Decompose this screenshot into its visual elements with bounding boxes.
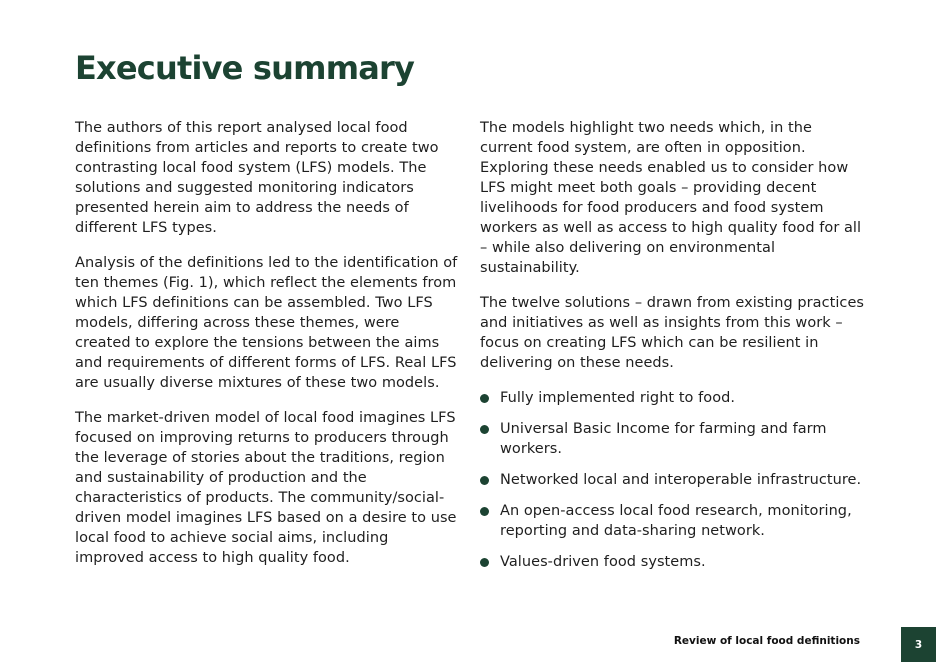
body-paragraph: The models highlight two needs which, in the current food system, are often in opposition. Exploring these needs enabled us to consider how LFS might meet both goals – providing decent livelihoods for food producers and food system workers as well as access to high quality food for all – while also delivering on environmental sustainability. <box>480 120 862 276</box>
list-item <box>480 501 865 541</box>
list-item <box>480 470 865 490</box>
body-paragraph: Analysis of the definitions led to the identification of ten themes (Fig. 1), which reflect the elements from which LFS definitions can be assembled. Two LFS models, differing across these themes, were created to explore the tensions between the aims and requirements of different forms of LFS. Real LFS are usually diverse mixtures of these two models. <box>75 255 458 391</box>
bullet-dot-icon <box>480 476 489 485</box>
page-number: 3 <box>901 627 936 662</box>
body-paragraph: The authors of this report analysed local food definitions from articles and reports to create two contrasting local food system (LFS) models. The solutions and suggested monitoring indicators presented herein aim to address the needs of different LFS types. <box>75 120 439 236</box>
body-paragraph: The market-driven model of local food imagines LFS focused on improving returns to producers through the leverage of stories about the traditions, region and sustainability of production and the characteristics of products. The community/social-driven model imagines LFS based on a desire to use local food to achieve social aims, including improved access to high quality food. <box>75 410 457 566</box>
list-item-text: Networked local and interoperable infrastructure. <box>500 472 862 488</box>
body-paragraph: The twelve solutions – drawn from existing practices and initiatives as well as insights from this work – focus on creating LFS which can be resilient in delivering on these needs. <box>480 295 865 371</box>
page-title: Executive summary <box>75 49 415 87</box>
bullet-dot-icon <box>480 507 489 516</box>
list-item-text: An open-access local food research, monitoring, reporting and data-sharing network. <box>500 503 852 539</box>
footer-document-title: Review of local food definitions <box>673 635 860 647</box>
list-item-text: Fully implemented right to food. <box>500 390 736 406</box>
bullet-dot-icon <box>480 558 489 567</box>
list-item-text: Universal Basic Income for farming and farm workers. <box>500 421 827 457</box>
bullet-dot-icon <box>480 394 489 403</box>
solutions-list <box>480 388 865 572</box>
left-column <box>75 118 458 583</box>
list-item <box>480 388 865 408</box>
right-column <box>480 118 865 583</box>
list-item <box>480 552 865 572</box>
bullet-dot-icon <box>480 425 489 434</box>
list-item-text: Values-driven food systems. <box>500 554 706 570</box>
list-item <box>480 419 865 459</box>
